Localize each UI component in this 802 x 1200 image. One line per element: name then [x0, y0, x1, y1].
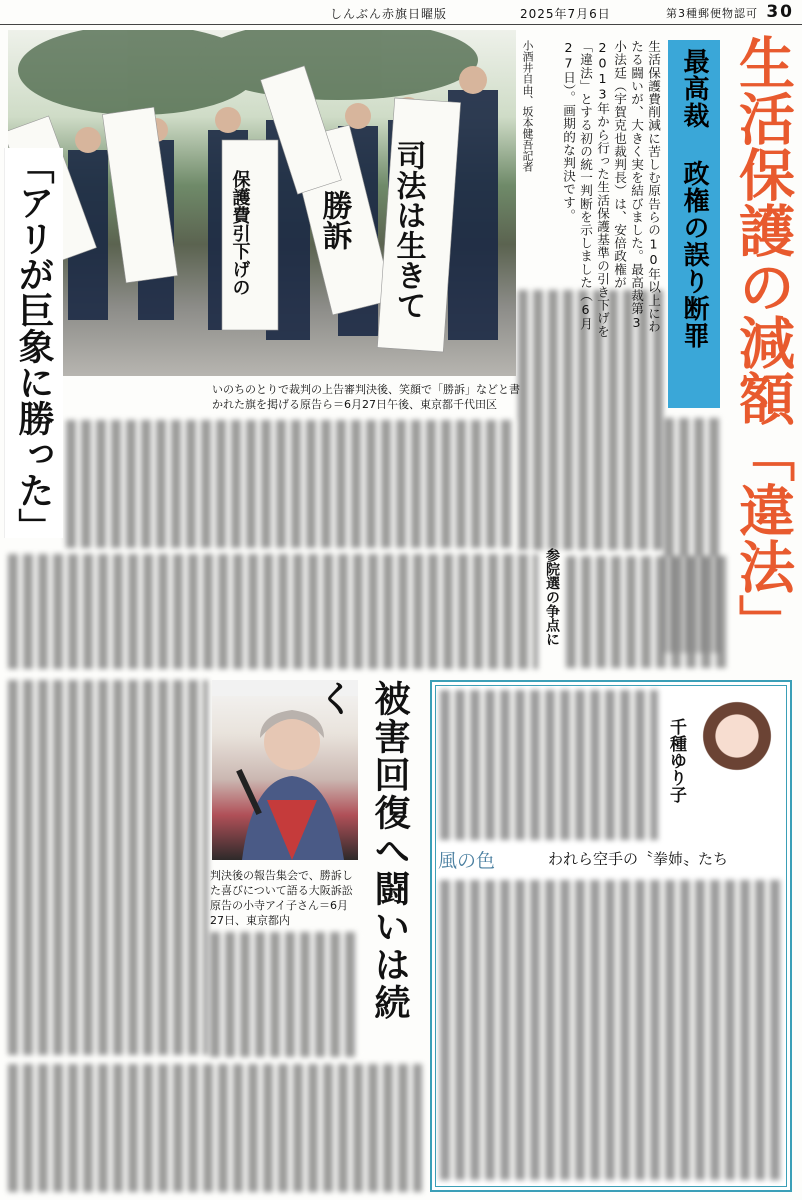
main-photo	[8, 30, 516, 376]
newspaper-name: しんぶん赤旗日曜版	[330, 7, 448, 21]
main-photo-caption: いのちのとりで裁判の上告審判決後、笑顔で「勝訴」などと書かれた旗を掲げる原告ら＝6月27日午後、東京都千代田区	[212, 383, 520, 411]
main-headline: 生活保護の減額「違法」	[730, 34, 796, 650]
lead-paragraph: 生活保護費削減に苦しむ原告らの10年以上にわたる闘いが、大きく実を結びました。最高裁第3小法廷（宇賀克也裁判長）は、安倍政権が2013年から行った生活保護基準の引き下げを「違法」とする初の統一判断を示しました（6月27日）。画期的な判決です。	[561, 40, 661, 338]
postal-notice: 第3種郵便物認可	[666, 7, 758, 20]
author-portrait	[696, 694, 778, 814]
column-body-text	[440, 690, 658, 840]
plaintiff-photo-caption: 判決後の報告集会で、勝訴した喜びについて語る大阪訴訟原告の小寺アイ子さん＝6月27日、東京都内	[210, 869, 353, 927]
body-text-block	[8, 554, 538, 669]
body-text-block	[210, 932, 360, 1057]
section-label: 参院選の争点に	[544, 548, 560, 646]
body-text-block	[8, 1064, 422, 1192]
second-headline: 被害回復へ闘いは続く	[313, 680, 411, 1022]
main-photo-illustration	[8, 30, 516, 376]
column-title: われら空手の〝拳姉〟たち	[548, 850, 729, 868]
svg-text:司法は生きて: 司法は生きて	[390, 140, 426, 320]
body-text-block	[8, 680, 208, 1055]
svg-text:勝訴: 勝訴	[316, 190, 352, 250]
column-body-text	[440, 880, 780, 1180]
svg-text:保護費引下げの: 保護費引下げの	[229, 170, 251, 296]
body-text-block	[66, 420, 516, 548]
page-number: 30	[766, 2, 794, 22]
side-headline: 「アリが巨象に勝った」	[4, 148, 63, 538]
column-series-label: 風の色	[438, 850, 496, 872]
body-text-block	[566, 556, 726, 668]
column-author: 千種ゆり子	[666, 718, 686, 803]
subheadline-box	[668, 40, 720, 408]
byline: 小酒井自由、坂本健吾記者	[521, 40, 534, 172]
issue-date: 2025年7月6日	[520, 7, 611, 21]
subheadline: 最高裁 政権の誤り断罪	[679, 48, 709, 349]
